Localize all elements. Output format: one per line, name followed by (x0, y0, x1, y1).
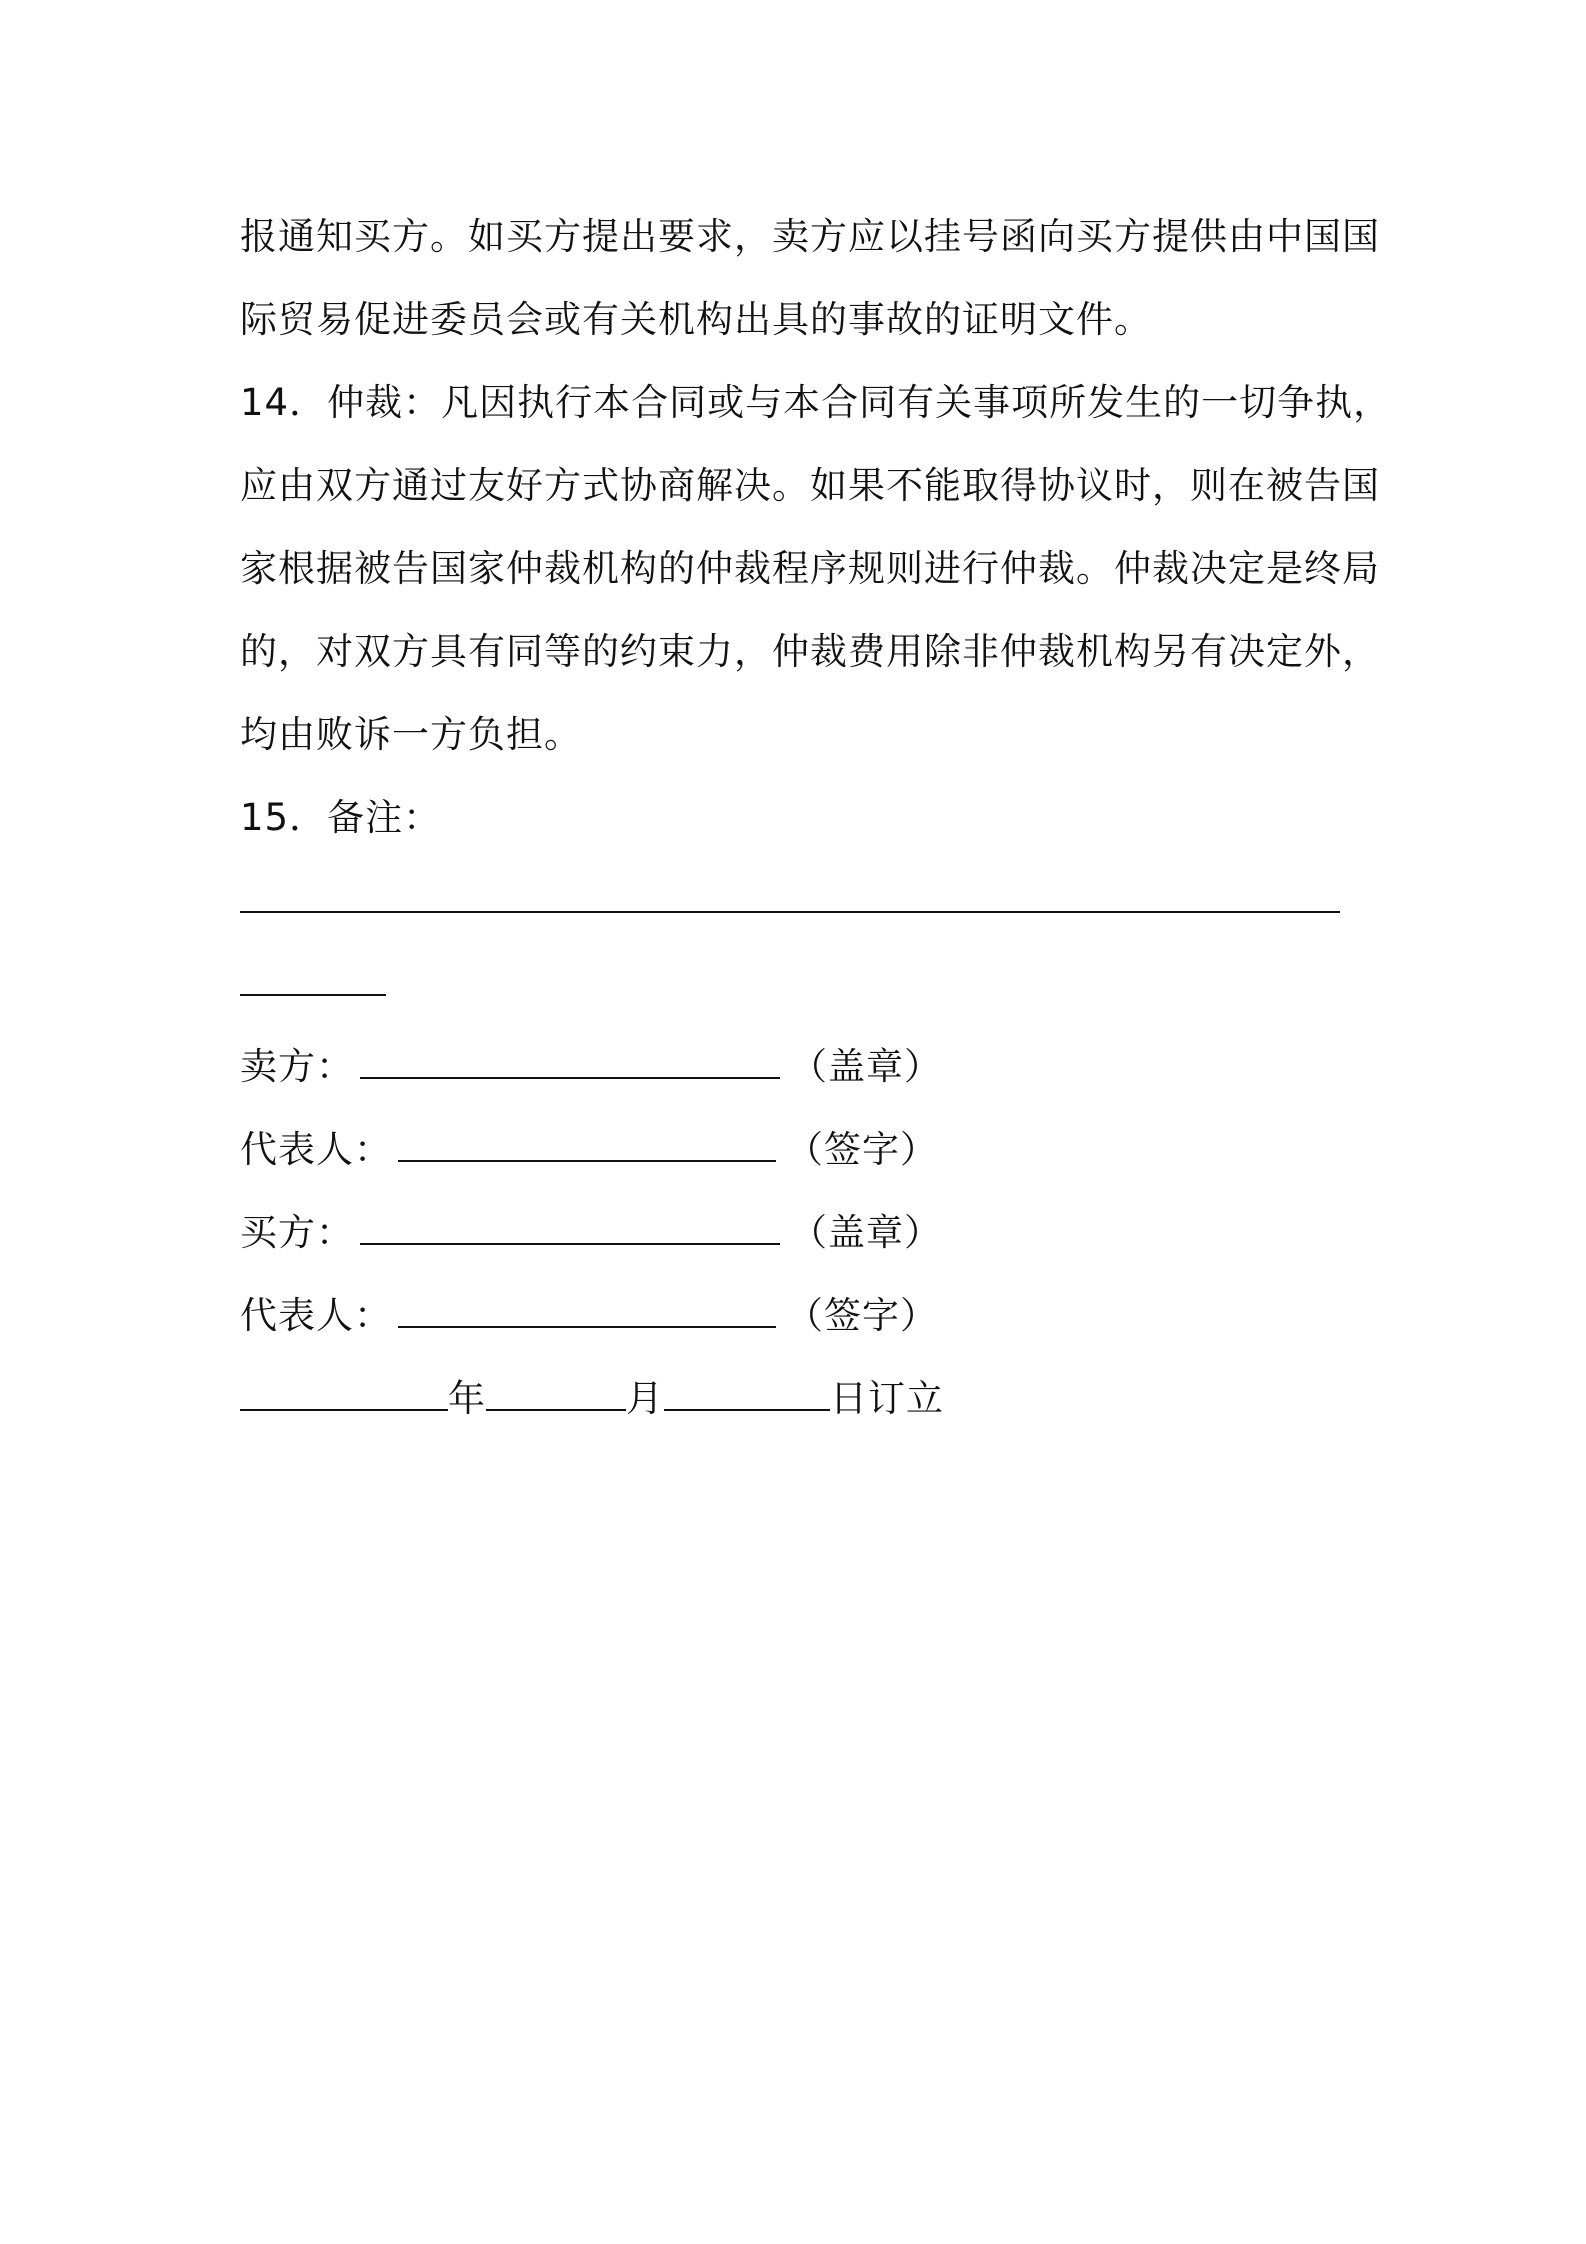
seller-seal-note: （盖章） (790, 1045, 942, 1088)
buyer-seal-note: （盖章） (790, 1211, 942, 1254)
buyer-rep-signature-row (240, 1274, 1360, 1357)
seller-rep-sign-note: （签字） (786, 1128, 938, 1171)
clause-13-line-2: 际贸易促进委员会或有关机构出具的事故的证明文件。 (240, 298, 1152, 341)
remarks-underline-long (240, 881, 1340, 913)
seller-label: 卖方： (240, 1045, 354, 1088)
buyer-rep-label: 代表人： (240, 1294, 392, 1337)
date-row (240, 1357, 1360, 1440)
remarks-underline-short (240, 964, 386, 996)
seller-rep-underline (398, 1130, 776, 1162)
month-underline (486, 1379, 626, 1411)
buyer-rep-sign-note: （签字） (786, 1294, 938, 1337)
buyer-rep-underline (398, 1296, 776, 1328)
contract-page (240, 195, 1392, 1440)
clause-13-line-1: 报通知买方。如买方提出要求，卖方应以挂号函向买方提供由中国国 (240, 215, 1380, 258)
year-label: 年 (448, 1377, 486, 1420)
year-underline (240, 1379, 448, 1411)
day-underline (664, 1379, 830, 1411)
buyer-underline (360, 1213, 780, 1245)
clause-14-line-4: 的，对双方具有同等的约束力，仲裁费用除非仲裁机构另有决定外， (240, 630, 1380, 673)
buyer-label: 买方： (240, 1211, 354, 1254)
clause-14-line-5: 均由败诉一方负担。 (240, 713, 582, 756)
clause-14-line-3: 家根据被告国家仲裁机构的仲裁程序规则进行仲裁。仲裁决定是终局 (240, 547, 1380, 590)
month-label: 月 (626, 1377, 664, 1420)
clause-14-line-2: 应由双方通过友好方式协商解决。如果不能取得协议时，则在被告国 (240, 464, 1380, 507)
buyer-signature-row (240, 1191, 1360, 1274)
remarks-blank-line-1 (240, 859, 1360, 942)
seller-rep-label: 代表人： (240, 1128, 392, 1171)
day-signed-label: 日订立 (830, 1377, 944, 1420)
seller-rep-signature-row (240, 1108, 1360, 1191)
seller-signature-row (240, 1025, 1360, 1108)
clause-15-remarks-label: 15．备注： (240, 796, 442, 839)
remarks-blank-line-2 (240, 942, 1360, 1025)
clause-14-line-1: 14．仲裁：凡因执行本合同或与本合同有关事项所发生的一切争执， (240, 381, 1392, 424)
seller-underline (360, 1047, 780, 1079)
